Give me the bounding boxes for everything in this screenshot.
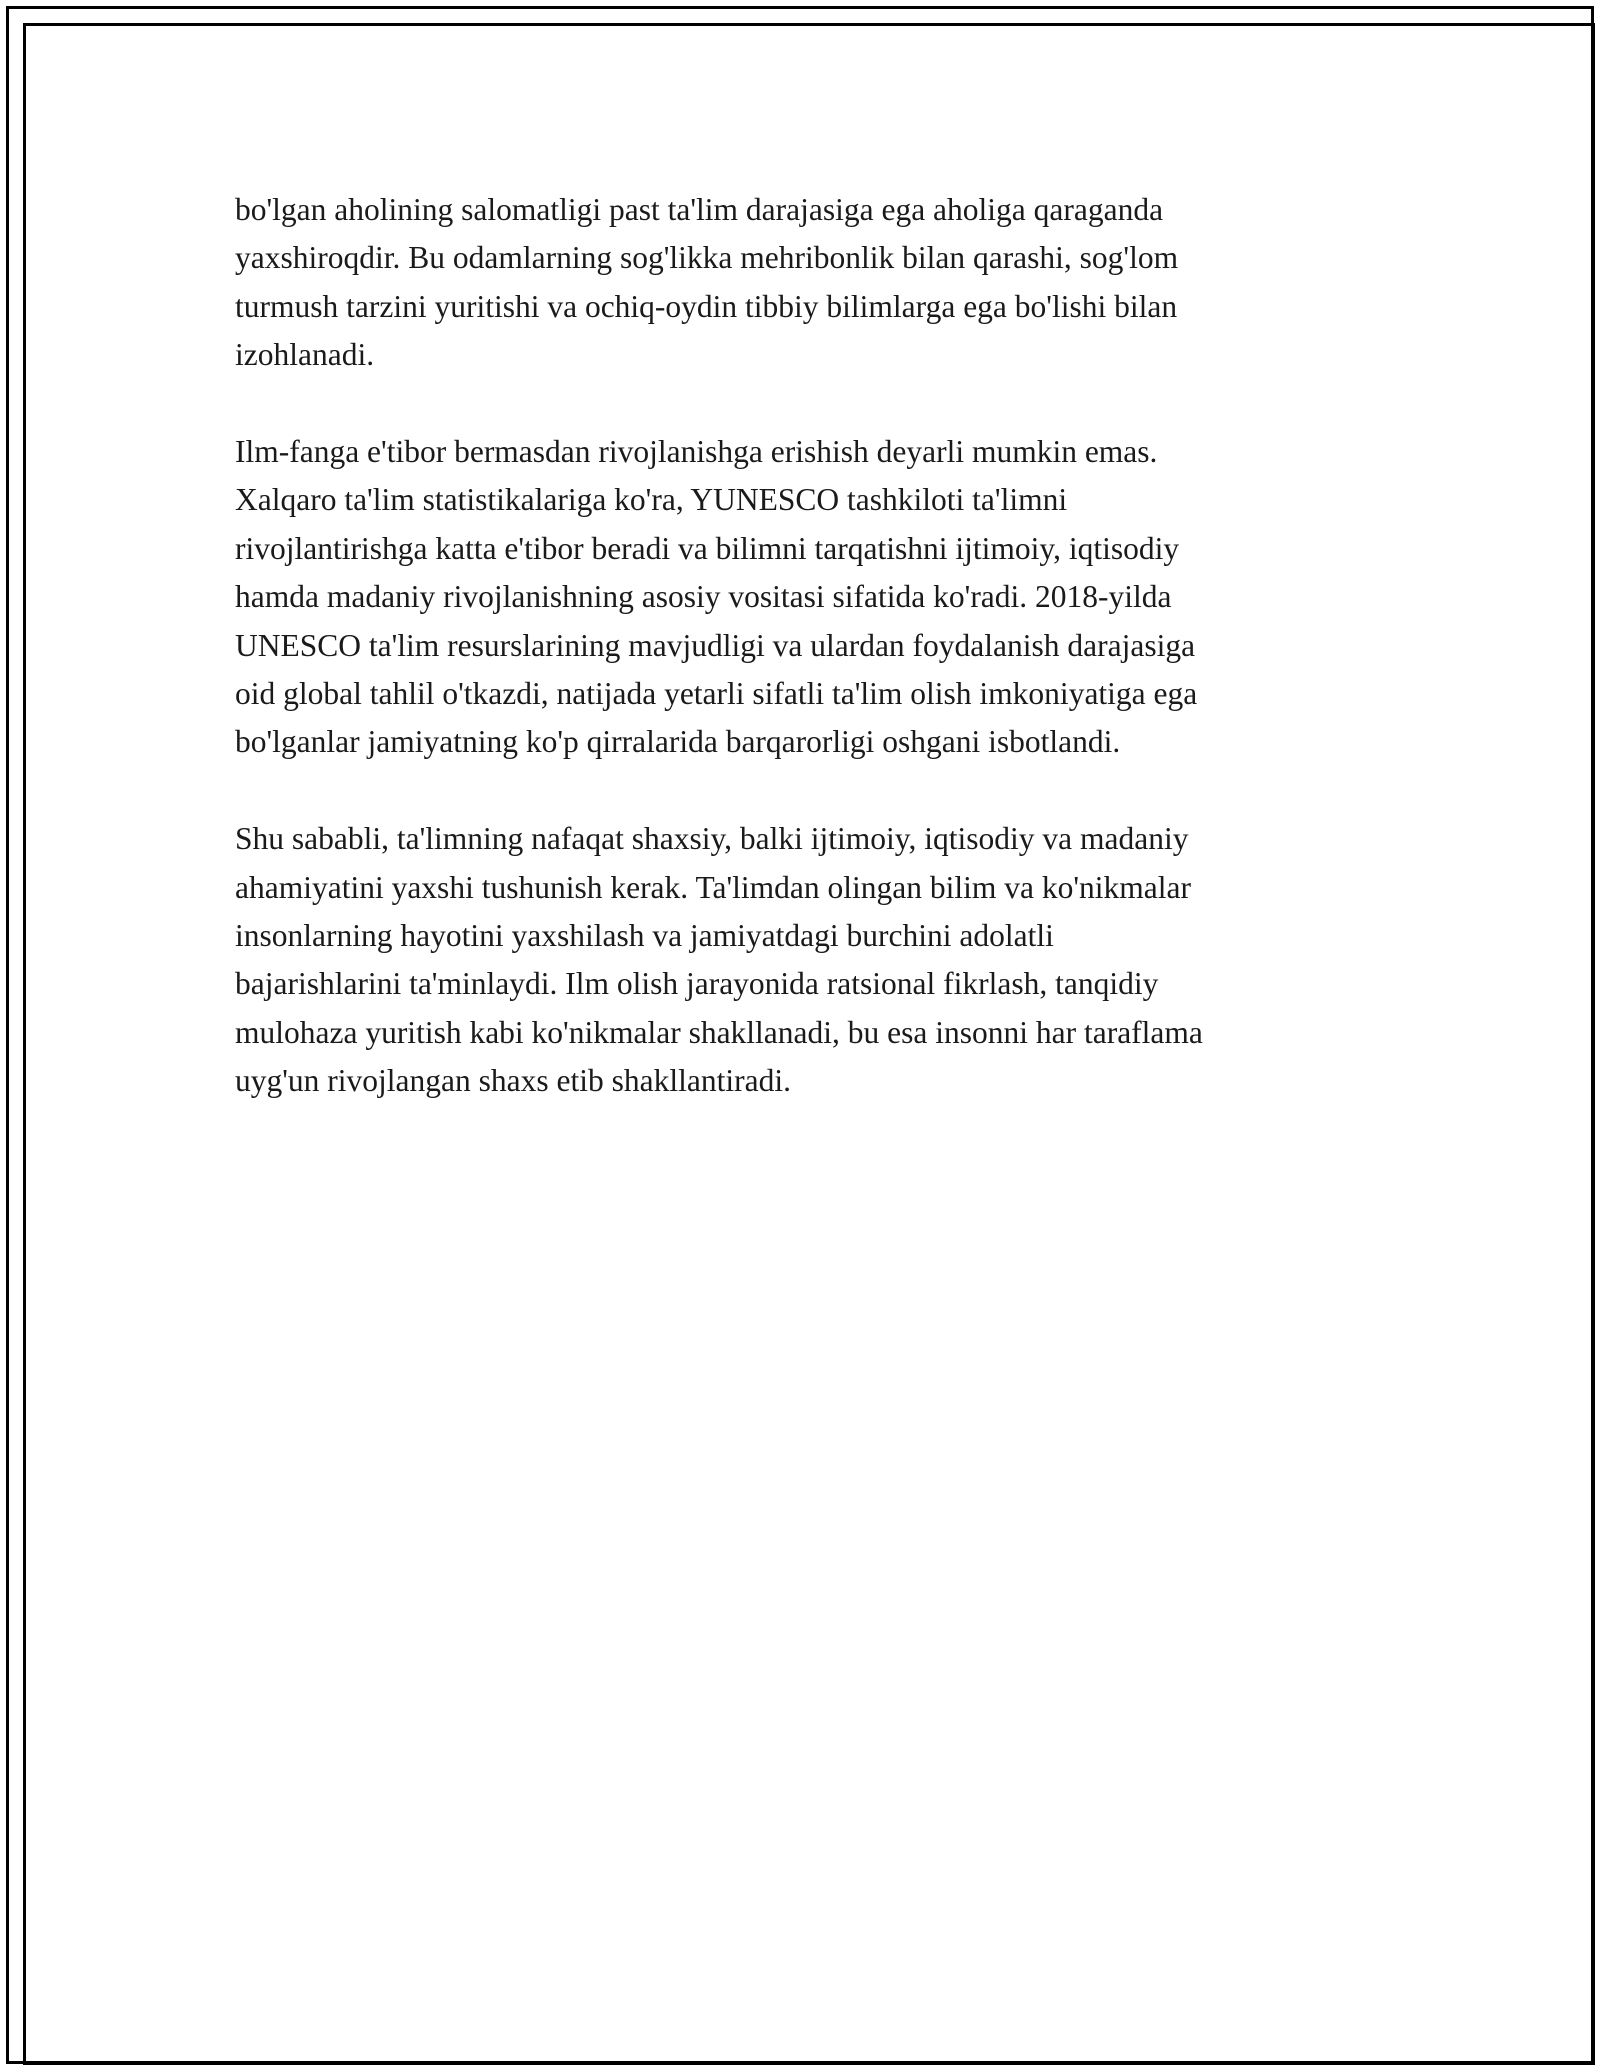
text-line: turmush tarzini yuritishi va ochiq-oydin tibbiy bilimlarga ega bo'lishi bilan — [235, 288, 1178, 324]
text-line: rivojlantirishga katta e'tibor beradi va bilimni tarqatishni ijtimoiy, iqtisodiy — [235, 530, 1180, 566]
text-line: Ilm-fanga e'tibor bermasdan rivojlanishga erishish deyarli mumkin emas. — [235, 434, 1158, 470]
text-line: Shu sababli, ta'limning nafaqat shaxsiy, balki ijtimoiy, iqtisodiy va madaniy — [235, 821, 1189, 857]
text-line: hamda madaniy rivojlanishning asosiy vositasi sifatida ko'radi. 2018-yilda — [235, 579, 1172, 615]
paragraph-2 — [235, 428, 1385, 767]
text-line: bo'lgan aholining salomatligi past ta'lim darajasiga ega aholiga qaraganda — [235, 192, 1164, 227]
text-line: izohlanadi. — [235, 337, 375, 373]
text-line: mulohaza yuritish kabi ko'nikmalar shakllanadi, bu esa insonni har taraflama — [235, 1014, 1203, 1050]
text-line: UNESCO ta'lim resurslarining mavjudligi va ulardan foydalanish darajasiga — [235, 627, 1196, 663]
text-line: yaxshiroqdir. Bu odamlarning sog'likka mehribonlik bilan qarashi, sog'lom — [235, 240, 1179, 276]
text-line: uyg'un rivojlangan shaxs etib shakllantiradi. — [235, 1063, 791, 1099]
text-line: ahamiyatini yaxshi tushunish kerak. Ta'limdan olingan bilim va ko'nikmalar — [235, 869, 1192, 905]
text-line: bo'lganlar jamiyatning ko'p qirralarida barqarorligi oshgani isbotlandi. — [235, 724, 1121, 760]
text-line: oid global tahlil o'tkazdi, natijada yetarli sifatli ta'lim olish imkoniyatiga ega — [235, 676, 1198, 712]
paragraph-1 — [235, 186, 1385, 380]
text-line: Xalqaro ta'lim statistikalariga ko'ra, YUNESCO tashkiloti ta'limni — [235, 482, 1068, 518]
text-line: insonlarning hayotini yaxshilash va jamiyatdagi burchini adolatli — [235, 918, 1054, 954]
document-body — [235, 186, 1385, 1154]
paragraph-3 — [235, 815, 1385, 1105]
text-line: bajarishlarini ta'minlaydi. Ilm olish jarayonida ratsional fikrlash, tanqidiy — [235, 966, 1159, 1002]
